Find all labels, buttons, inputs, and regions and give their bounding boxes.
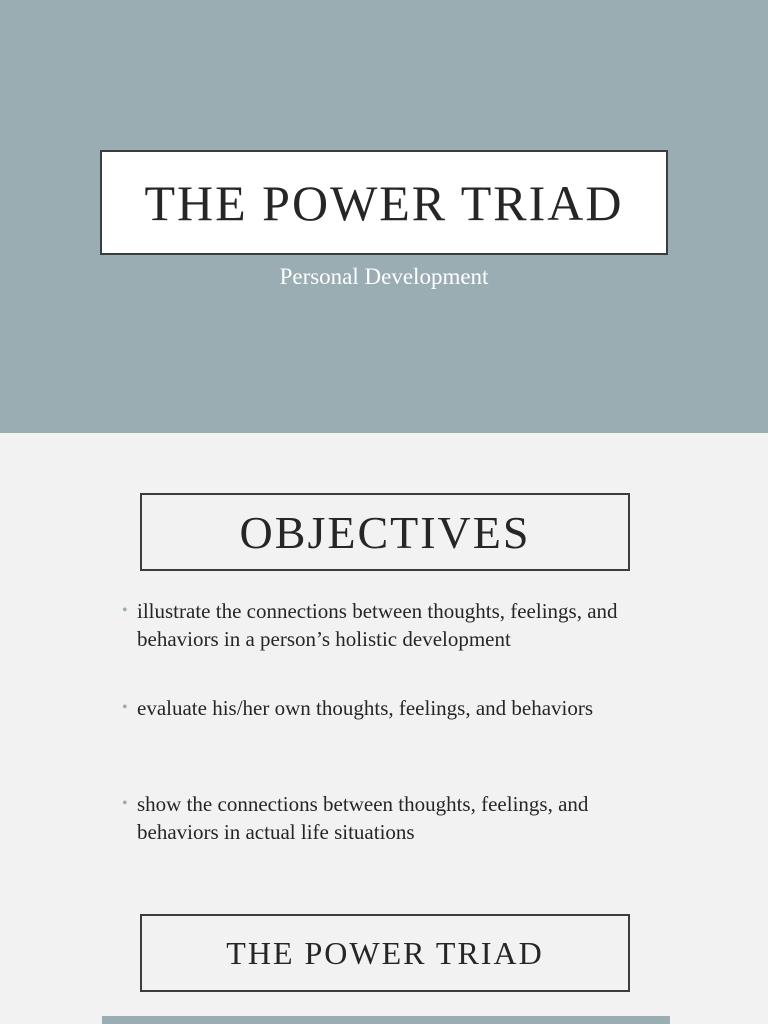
objectives-heading-box <box>140 493 630 571</box>
objectives-heading: OBJECTIVES <box>239 506 531 558</box>
objective-text: evaluate his/her own thoughts, feelings, and behaviors <box>137 696 594 720</box>
objective-item <box>122 790 642 846</box>
title-box <box>100 150 668 255</box>
power-triad-heading-box <box>140 914 630 992</box>
objective-item <box>122 694 642 722</box>
title-slide <box>0 0 768 433</box>
power-triad-heading: THE POWER TRIAD <box>226 934 544 971</box>
objective-item <box>122 597 642 653</box>
slide-title: THE POWER TRIAD <box>144 174 624 231</box>
bullet-icon: • <box>122 699 128 716</box>
bullet-icon: • <box>122 795 128 812</box>
objective-text: show the connections between thoughts, feelings, and behaviors in actual life situations <box>137 792 589 844</box>
next-slide-edge <box>102 1016 670 1024</box>
bullet-icon: • <box>122 602 128 619</box>
objective-text: illustrate the connections between thoughts, feelings, and behaviors in a person’s holistic development <box>137 599 618 651</box>
slide-subtitle: Personal Development <box>279 264 489 289</box>
